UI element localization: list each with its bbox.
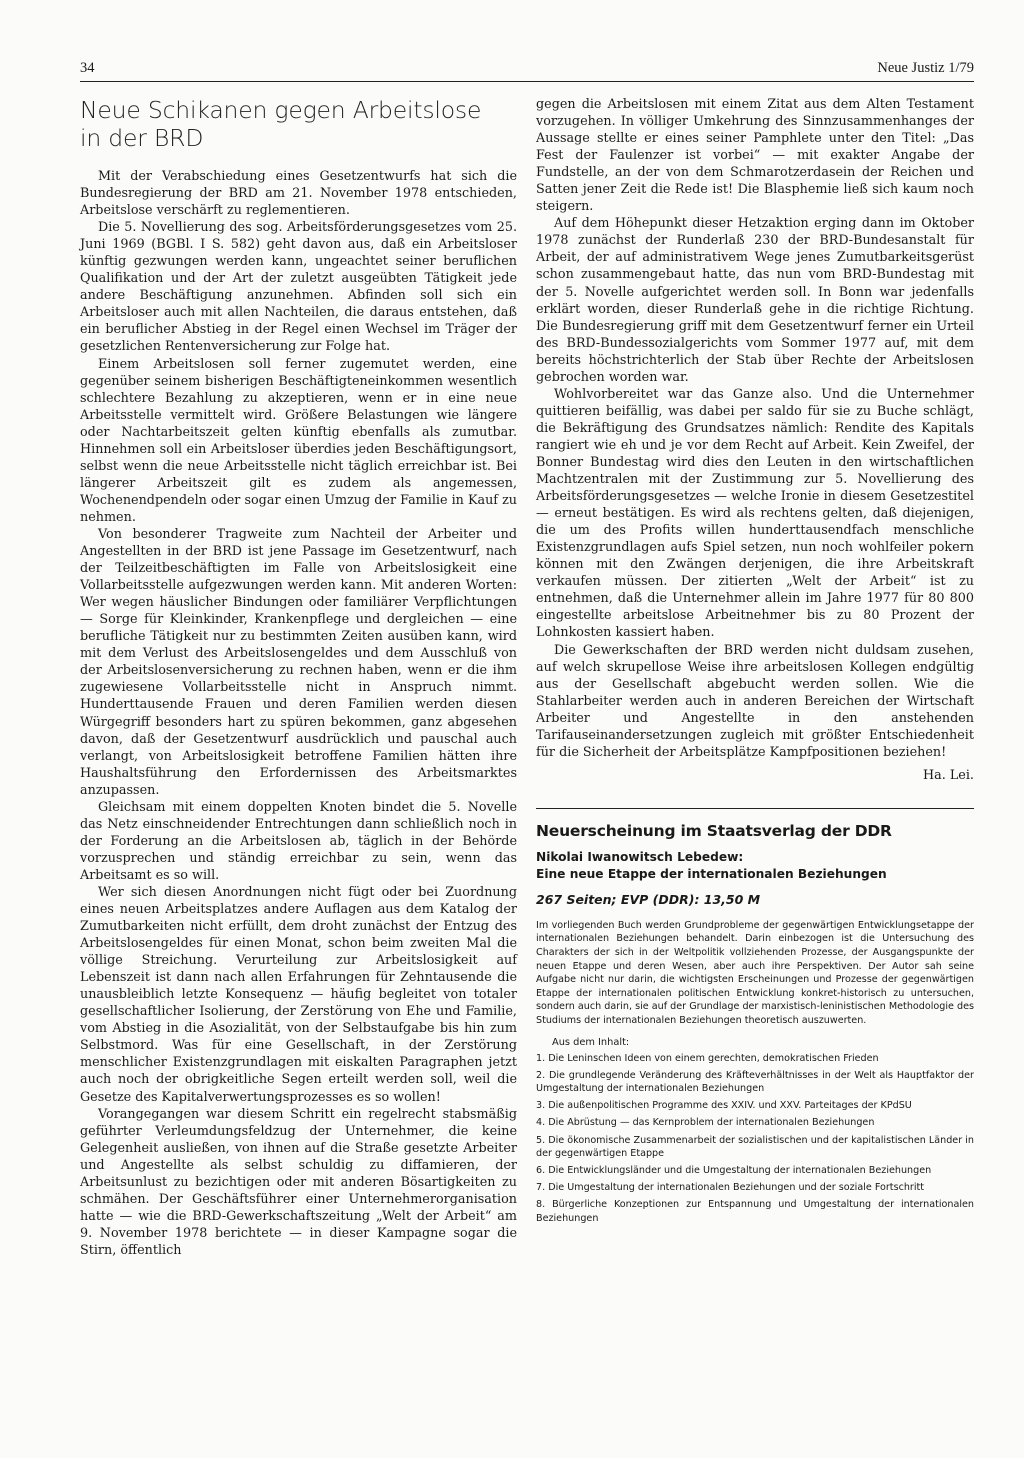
contents-item: 7. Die Umgestaltung der internationalen Beziehungen und der soziale Fortschritt: [536, 1182, 925, 1194]
journal-issue: Neue Justiz 1/79: [877, 60, 974, 76]
article-title: [80, 96, 517, 152]
article-paragraph: Gleichsam mit einem doppelten Knoten bindet die 5. Novelle das Netz einschneidender Entrechtungen dann schließlich noch in der Forderung an die Arbeitslosen ab, täglich in der Behörde vorzusprechen und ständig erreichbar zu sein, wenn das Arbeitsamt es so will.: [80, 799, 517, 883]
contents-item: 2. Die grundlegende Veränderung des Kräfteverhältnisses in der Welt als Hauptfaktor der Umgestaltung der internationalen Beziehungen: [536, 1069, 974, 1095]
article-paragraph: Vorangegangen war diesem Schritt ein regelrecht stabsmäßig geführter Verleumdungsfeldzug der Unternehmer, die keine Gelegenheit ausließen, von ihnen auf die Straße gesetzte Arbeiter und Angestellte als selbst schuldig zu diffamieren, der Arbeitsunlust zu bezichtigen oder mit anderen Bösartigkeiten zu schmähen. Der Geschäftsführer einer Unternehmerorganisation hatte — wie die BRD-Gewerkschaftszeitung „Welt der Arbeit“ am 9. November 1978 berichtete — in dieser Kampagne sogar die Stirn, öffentlich: [80, 1106, 517, 1258]
article-paragraph: Mit der Verabschiedung eines Gesetzentwurfs hat sich die Bundesregierung der BRD am 21. November 1978 entschieden, Arbeitslose verschärft zu reglementieren.: [80, 169, 517, 219]
publication-section-title: Neuerscheinung im Staatsverlag der DDR: [536, 821, 892, 840]
contents-list: [536, 1052, 974, 1226]
right-column: [536, 96, 974, 1229]
article-title-line-2: in der BRD: [80, 124, 204, 152]
article-paragraph: Wer sich diesen Anordnungen nicht fügt oder bei Zuordnung eines neuen Arbeitsplatzes andere Auflagen aus dem Katalog der Zumutbarkeiten nicht erfüllt, dem droht zunächst der Entzug des Arbeitslosengeldes für einen Monat, schon beim zweiten Mal die völlige Streichung. Verurteilung zur Arbeitslosigkeit auf Lebenszeit ist dann nach allen Erfahrungen für Zehntausende die unausbleiblich letzte Konsequenz — häufig begleitet von totaler gesellschaftlicher Isolierung, der Zerstörung von Ehe und Familie, vom Abstieg in die Asozialität, von der Selbstaufgabe bis hin zum Selbstmord. Was für eine Gesellschaft, in der Zerstörung menschlicher Existenzgrundlagen mit eiskalten Paragraphen jetzt auch noch der obrigkeitliche Segen erteilt werden soll, weil die Gesetze des Kapitalverwertungsprozesses es so wollen!: [80, 884, 517, 1105]
book-title: Eine neue Etappe der internationalen Beziehungen: [536, 866, 887, 881]
contents-item: 1. Die Leninschen Ideen von einem gerechten, demokratischen Frieden: [536, 1052, 879, 1064]
contents-heading: Aus dem Inhalt:: [552, 1036, 630, 1048]
book-description: Im vorliegenden Buch werden Grundprobleme der gegenwärtigen Entwicklungsetappe der internationalen Beziehungen behandelt. Darin einbezogen ist die Untersuchung des Charakters der sich in der Weltpolitik vollziehenden Prozesse, der Ausgangspunkte der neuen Etappe und deren Wesen, aber auch ihre Perspektiven. Der Autor sah seine Aufgabe nicht nur darin, die wichtigsten Erscheinungen und Prozesse der gegenwärtigen Etappe der internationalen politischen Entwicklung konkret-historisch zu untersuchen, sondern auch darin, sie auf der Grundlage der marxistisch-leninistischen Methodologie des Studiums der internationalen Beziehungen theoretisch auszuwerten.: [536, 919, 974, 1026]
contents-item: 5. Die ökonomische Zusammenarbeit der sozialistischen und der kapitalistischen Länder in der gegenwärtigen Etappe: [536, 1134, 974, 1160]
contents-item: 8. Bürgerliche Konzeptionen zur Entspannung und Umgestaltung der internationalen Beziehungen: [536, 1199, 974, 1225]
book-author: Nikolai Iwanowitsch Lebedew:: [536, 849, 744, 864]
left-column: [80, 96, 517, 1259]
article-paragraph: Auf dem Höhepunkt dieser Hetzaktion erging dann im Oktober 1978 zunächst der Runderlaß 230 der BRD-Bundesanstalt für Arbeit, der auf administrativem Wege jenes Zumutbarkeitsgerüst schon zusammengebaut hatte, das nun vom BRD-Bundestag mit der 5. Novelle aufgerichtet werden soll. In Bonn war jedenfalls erklärt worden, dieser Runderlaß gehe in die richtige Richtung. Die Bundesregierung griff mit dem Gesetzentwurf ferner ein Urteil des BRD-Bundessozialgerichts vom Sommer 1977 auf, mit dem bereits höchstrichterlich der Stab über Rechte der Arbeitslosen gebrochen worden war.: [536, 216, 974, 385]
article-paragraph: Von besonderer Tragweite zum Nachteil der Arbeiter und Angestellten in der BRD ist jene Passage im Gesetzentwurf, nach der Teilzeitbeschäftigten im Falle von Arbeitslosigkeit eine Vollarbeitsstelle aufgezwungen werden kann. Mit anderen Worten: Wer wegen häuslicher Bindungen oder familiärer Verpflichtungen — Sorge für Kleinkinder, Krankenpflege und dergleichen — eine berufliche Tätigkeit nur zu bestimmten Zeiten ausüben kann, wird mit dem Verlust des Arbeitslosengeldes und dem Ausschluß von der Arbeitslosenversicherung zu rechnen haben, wenn er die ihm zugewiesene Vollarbeitsstelle nicht in Anspruch nimmt. Hunderttausende Frauen und deren Familien werden diesen Würgegriff besonders hart zu spüren bekommen, ganz abgesehen davon, daß der Gesetzentwurf ausdrücklich und pauschal auch verlangt, von Arbeitslosigkeit betroffene Familien hätten ihre Haushaltsführung den Erfordernissen des Arbeitsmarktes anzupassen.: [80, 526, 517, 798]
header-rule: [80, 81, 974, 82]
section-divider: [536, 808, 974, 809]
article-title-line-1: Neue Schikanen gegen Arbeitslose: [80, 96, 482, 124]
contents-item: 4. Die Abrüstung — das Kernproblem der internationalen Beziehungen: [536, 1117, 875, 1129]
author-signature: Ha. Lei.: [923, 767, 974, 783]
contents-item: 6. Die Entwicklungsländer und die Umgestaltung der internationalen Beziehungen: [536, 1165, 932, 1177]
article-paragraph: Einem Arbeitslosen soll ferner zugemutet werden, eine gegenüber seinem bisherigen Beschäftigteneinkommen wesentlich schlechtere Bezahlung zu akzeptieren, wenn er in eine neue Arbeitsstelle vermittelt wird. Größere Belastungen wie längere oder Nachtarbeitszeit gelten künftig ebenfalls als zumutbar. Hinnehmen soll ein Arbeitsloser überdies jeden Beschäftigungsort, selbst wenn die neue Arbeitsstelle nicht täglich erreichbar ist. Bei längerer Arbeitszeit gilt es zudem als angemessen, Wochenendpendeln oder sogar einen Umzug der Familie in Kauf zu nehmen.: [80, 356, 517, 525]
contents-item: 3. Die außenpolitischen Programme des XXIV. und XXV. Parteitages der KPdSU: [536, 1100, 912, 1112]
book-pages-price: 267 Seiten; EVP (DDR): 13,50 M: [536, 891, 761, 907]
article-paragraph: gegen die Arbeitslosen mit einem Zitat aus dem Alten Testament vorzugehen. In völliger Umkehrung des Sinnzusammenhanges der Aussage stellte er eines seiner Pamphlete unter den Titel: „Das Fest der Faulenzer ist vorbei“ — mit exakter Angabe der Fundstelle, an der von dem Schmarotzerdasein der Reichen und Satten jener Zeit die Rede ist! Die Blasphemie ließ sich kaum noch steigern.: [536, 97, 974, 215]
article-paragraph: Die 5. Novellierung des sog. Arbeitsförderungsgesetzes vom 25. Juni 1969 (BGBl. I S. 582) geht davon aus, daß ein Arbeitsloser künftig gezwungen werden kann, ungeachtet seiner beruflichen Qualifikation und der Art der zuletzt ausgeübten Tätigkeit jede andere Beschäftigung anzunehmen. Abfinden soll sich ein Arbeitsloser auch mit allen Nachteilen, die daraus entstehen, daß ein beruflicher Abstieg in der Regel einen Wechsel im Träger der gesetzlichen Rentenversicherung zur Folge hat.: [80, 220, 517, 355]
article-paragraph: Wohlvorbereitet war das Ganze also. Und die Unternehmer quittieren beifällig, was dabei per saldo für sie zu Buche schlägt, die Bekräftigung des Grundsatzes nämlich: Rendite des Kapitals rangiert wie eh und je vor dem Recht auf Arbeit. Kein Zweifel, der Bonner Bundestag wird dies den Leuten in den wirtschaftlichen Machtzentralen mit der Zustimmung zur 5. Novellierung des Arbeitsförderungsgesetzes — welche Ironie in diesem Gesetzestitel — erneut bestätigen. Es wird als rechtens gelten, daß diejenigen, die um des Profits willen hunderttausendfach menschliche Existenzgrundlagen aufs Spiel setzen, nun noch wohlfeiler pokern können mit den Zwängen derjenigen, die ihre Arbeitskraft verkaufen müssen. Der zitierten „Welt der Arbeit“ ist zu entnehmen, daß die Unternehmer allein im Jahre 1977 für 80 800 eingestellte arbeitslose Arbeitnehmer bis zu 80 Prozent der Lohnkosten kassiert haben.: [536, 386, 974, 641]
article-paragraph: Die Gewerkschaften der BRD werden nicht duldsam zusehen, auf welch skrupellose Weise ihre arbeitslosen Kollegen endgültig aus der Gesellschaft abgebucht werden sollen. Wie die Stahlarbeiter werden auch in anderen Bereichen der Wirtschaft Arbeiter und Angestellte in den anstehenden Tarifauseinandersetzungen zugleich mit größter Entschiedenheit für die Sicherheit der Arbeitsplätze Kampfpositionen beziehen!: [536, 642, 974, 760]
page-number: 34: [80, 60, 95, 76]
